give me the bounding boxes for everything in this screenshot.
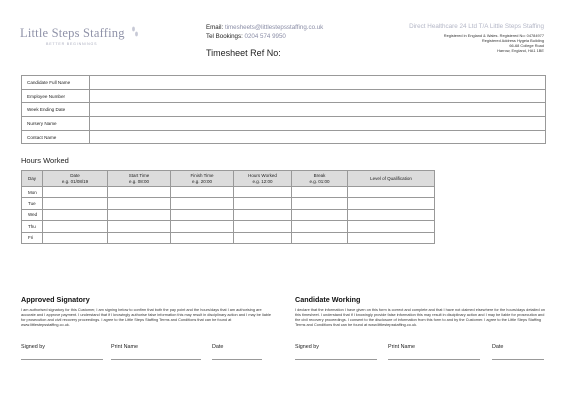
approved-signed-by-line[interactable] xyxy=(21,359,103,360)
info-row xyxy=(22,117,546,131)
finish-time-cell[interactable] xyxy=(171,232,234,243)
date-cell[interactable] xyxy=(43,187,108,198)
week-ending-field[interactable] xyxy=(90,103,546,117)
candidate-name-field[interactable] xyxy=(90,76,546,90)
info-row xyxy=(22,76,546,90)
candidate-signed-by-line[interactable] xyxy=(295,359,377,360)
candidate-signed-by-label: Signed by xyxy=(295,344,319,350)
nursery-name-field[interactable] xyxy=(90,117,546,131)
break-cell[interactable] xyxy=(292,198,348,209)
phone-label: Tel Bookings: xyxy=(206,33,243,40)
break-cell[interactable] xyxy=(292,187,348,198)
col-day: Day xyxy=(22,171,43,187)
reg-line-3: 66-68 College Road xyxy=(509,43,544,48)
employee-number-field[interactable] xyxy=(90,89,546,103)
contact-name-field[interactable] xyxy=(90,130,546,144)
start-time-cell[interactable] xyxy=(108,198,171,209)
start-time-cell[interactable] xyxy=(108,221,171,232)
break-cell[interactable] xyxy=(292,232,348,243)
hours-worked-cell[interactable] xyxy=(234,221,292,232)
email-label: Email: xyxy=(206,24,224,31)
hours-table xyxy=(21,170,435,244)
break-cell[interactable] xyxy=(292,221,348,232)
day-label: Thu xyxy=(22,221,43,232)
candidate-date-line[interactable] xyxy=(492,359,544,360)
footprints-icon xyxy=(131,25,139,39)
hours-worked-cell[interactable] xyxy=(234,232,292,243)
logo-tagline: BETTER BEGINNINGS xyxy=(46,42,98,46)
table-row xyxy=(22,198,435,209)
day-label: Fri xyxy=(22,232,43,243)
col-break: Break e.g. 01:00 xyxy=(292,171,348,187)
logo-name: Little Steps Staffing xyxy=(20,26,125,40)
employee-number-label: Employee Number xyxy=(22,89,90,103)
candidate-working-title: Candidate Working xyxy=(295,295,361,304)
break-cell[interactable] xyxy=(292,209,348,220)
hours-header-row xyxy=(22,171,435,187)
col-hours-worked: Hours Worked e.g. 12:00 xyxy=(234,171,292,187)
hours-worked-cell[interactable] xyxy=(234,187,292,198)
approved-signed-by-label: Signed by xyxy=(21,344,45,350)
finish-time-cell[interactable] xyxy=(171,221,234,232)
approved-signatory-text: I am authorised signatory for this Customer, I am signing below to confirm that both the pay point and the hours/days that I am authorising are accurate and I approve payment. I understand that if I knowingly authorise false information this may result in disciplinary action and I may be liable for prosecution and civil recovery proceedings. I agree to the Little Steps Staffing Terms and Conditions that can be found at www.littlestepsstaffing.co.uk. xyxy=(21,308,271,328)
date-cell[interactable] xyxy=(43,221,108,232)
approved-print-name-line[interactable] xyxy=(111,359,201,360)
col-date: Date e.g. 01/08/19 xyxy=(43,171,108,187)
date-cell[interactable] xyxy=(43,209,108,220)
day-label: Mon xyxy=(22,187,43,198)
qualification-cell[interactable] xyxy=(348,232,435,243)
contact-name-label: Contact Name xyxy=(22,130,90,144)
date-cell[interactable] xyxy=(43,198,108,209)
table-row xyxy=(22,232,435,243)
hours-worked-cell[interactable] xyxy=(234,209,292,220)
candidate-info-table xyxy=(21,75,546,144)
table-row xyxy=(22,209,435,220)
qualification-cell[interactable] xyxy=(348,198,435,209)
date-cell[interactable] xyxy=(43,232,108,243)
finish-time-cell[interactable] xyxy=(171,187,234,198)
start-time-cell[interactable] xyxy=(108,187,171,198)
hours-worked-title: Hours Worked xyxy=(21,156,69,165)
info-row xyxy=(22,130,546,144)
qualification-cell[interactable] xyxy=(348,187,435,198)
start-time-cell[interactable] xyxy=(108,209,171,220)
candidate-date-label: Date xyxy=(492,344,504,350)
phone-link[interactable]: 0204 574 9950 xyxy=(244,33,286,40)
email-link[interactable]: timesheets@littlestepsstaffing.co.uk xyxy=(224,24,324,31)
start-time-cell[interactable] xyxy=(108,232,171,243)
reg-line-2: Registered Address Hygeia Building xyxy=(481,38,544,43)
hours-worked-cell[interactable] xyxy=(234,198,292,209)
candidate-name-label: Candidate Full Name xyxy=(22,76,90,90)
qualification-cell[interactable] xyxy=(348,209,435,220)
timesheet-ref-label: Timesheet Ref No: xyxy=(206,48,281,58)
finish-time-cell[interactable] xyxy=(171,209,234,220)
week-ending-label: Week Ending Date xyxy=(22,103,90,117)
candidate-print-name-line[interactable] xyxy=(388,359,480,360)
approved-date-label: Date xyxy=(212,344,224,350)
nursery-name-label: Nursery Name xyxy=(22,117,90,131)
company-name: Direct Healthcare 24 Ltd T/A Little Steps Staffing xyxy=(409,23,544,30)
col-start-time: Start Time e.g. 08:00 xyxy=(108,171,171,187)
table-row xyxy=(22,187,435,198)
col-finish-time: Finish Time e.g. 20:00 xyxy=(171,171,234,187)
logo xyxy=(20,26,138,48)
email-line xyxy=(206,24,323,31)
day-label: Tue xyxy=(22,198,43,209)
approved-date-line[interactable] xyxy=(212,359,262,360)
finish-time-cell[interactable] xyxy=(171,198,234,209)
phone-line xyxy=(206,33,286,40)
approved-signatory-title: Approved Signatory xyxy=(21,295,90,304)
day-label: Wed xyxy=(22,209,43,220)
candidate-working-text: I declare that the information I have given on this form is correct and complete and that I have not claimed elsewhere for the hours/days detailed on this timesheet. I understand that if I knowingly provide false information this may result in disciplinary action and I may be liable for prosecution and the civil recovery proceedings. I consent to the disclosure of information from this form to and by the Customer. I agree to the Little Steps Staffing Terms and Conditions that can be found at www.littlestepsstaffing.co.uk. xyxy=(295,308,545,328)
info-row xyxy=(22,103,546,117)
reg-line-4: Harrow, England, HA1 1BE xyxy=(497,48,544,53)
qualification-cell[interactable] xyxy=(348,221,435,232)
candidate-print-name-label: Print Name xyxy=(388,344,415,350)
col-qualification: Level of Qualification xyxy=(348,171,435,187)
reg-line-1: Registered in England & Wales. Registered No: 04784977 xyxy=(443,33,544,38)
approved-print-name-label: Print Name xyxy=(111,344,138,350)
table-row xyxy=(22,221,435,232)
info-row xyxy=(22,89,546,103)
